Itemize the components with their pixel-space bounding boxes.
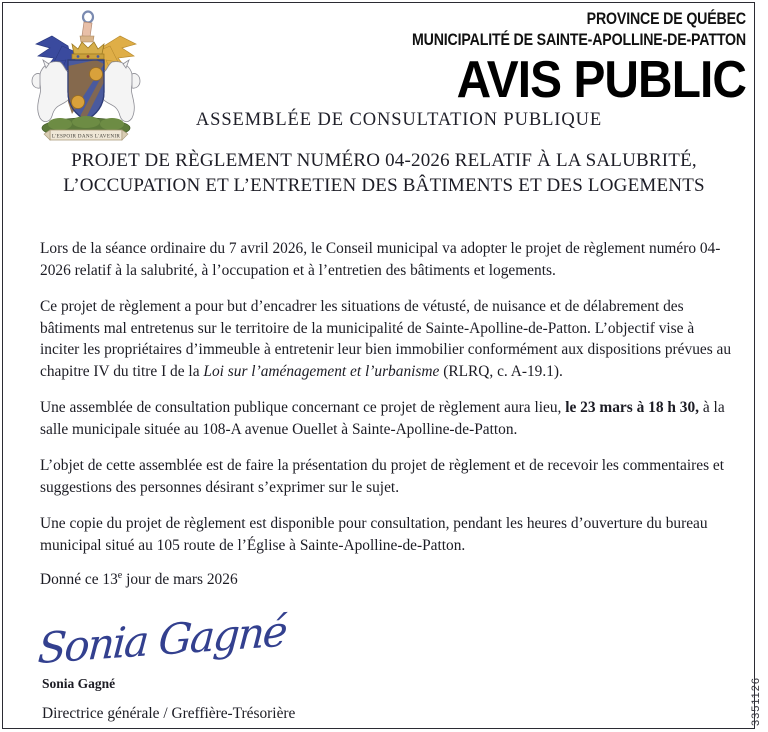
meeting-datetime: le 23 mars à 18 h 30,: [565, 399, 700, 416]
paragraph-3-text-after-date: à la salle municipale située au 108-A avenue Ouellet à Sainte-Apolline-de-Patton.: [40, 399, 725, 438]
municipality-line: MUNICIPALITÉ DE SAINTE-APOLLINE-DE-PATTON: [411, 31, 746, 49]
assembly-subtitle: ASSEMBLÉE DE CONSULTATION PUBLIQUE: [195, 110, 603, 130]
reference-number: 3351126: [750, 676, 762, 726]
regulation-title: [30, 148, 738, 198]
notice-title: AVIS PUBLIC: [456, 51, 746, 109]
signatory-role: Directrice générale / Greffière-Trésorière: [42, 705, 296, 722]
regulation-title-line-1: PROJET DE RÈGLEMENT NUMÉRO 04-2026 RELATIF À LA SALUBRITÉ,: [71, 150, 697, 171]
paragraph-2-text-before-law: Ce projet de règlement a pour but d’encadrer les situations de vétusté, de nuisance et de délabrement des bâtiments mal entretenus sur le territoire de la municipalité de Sainte-Apolline-de-Patton. L’objectif vise à inciter les propriétaires d’immeuble à entretenir leur bien immobilier conformément aux dispositions prévues au chapitre IV du titre I de la: [40, 298, 732, 380]
date-given: [40, 570, 238, 589]
signatory-name: Sonia Gagné: [42, 676, 116, 691]
paragraph-4: L’objet de cette assemblée est de faire la présentation du projet de règlement et de recevoir les commentaires et suggestions des personnes désirant s’exprimer sur le sujet.: [40, 457, 725, 496]
date-given-ordinal: e: [117, 570, 123, 581]
motto-banner: [44, 130, 128, 140]
signature-block: [36, 606, 360, 725]
paragraph-2: [40, 296, 732, 382]
paragraph-3: [40, 397, 732, 440]
document-header: [0, 0, 768, 200]
paragraph-1: Lors de la séance ordinaire du 7 avril 2026, le Conseil municipal va adopter le projet de règlement numéro 04-2026 relatif à la salubrité, à l’occupation et à l’entretien des bâtiments et logements.: [40, 240, 721, 279]
notice-body: [40, 238, 732, 571]
date-given-prefix: Donné ce 13: [40, 571, 118, 589]
regulation-title-line-2: L’OCCUPATION ET L’ENTRETIEN DES BÂTIMENTS ET DES LOGEMENTS: [63, 175, 705, 196]
province-line: PROVINCE DE QUÉBEC: [586, 10, 746, 28]
law-title-italic: Loi sur l’aménagement et l’urbanisme: [203, 362, 440, 380]
header-titles: [186, 9, 746, 107]
paragraph-3-text-before-date: Une assemblée de consultation publique concernant ce projet de règlement aura lieu,: [40, 399, 566, 416]
handwritten-signature: Sonia Gagné: [36, 606, 288, 674]
paragraph-2-text-after-law: (RLRQ, c. A-19.1).: [439, 362, 563, 380]
date-given-suffix: jour de mars 2026: [122, 571, 238, 589]
motto-text: L'ESPOIR DANS L'AVENIR: [51, 133, 121, 140]
paragraph-5: Une copie du projet de règlement est disponible pour consultation, pendant les heures d’ouverture du bureau municipal situé au 105 route de l’Église à Sainte-Apolline-de-Patton.: [40, 515, 708, 554]
